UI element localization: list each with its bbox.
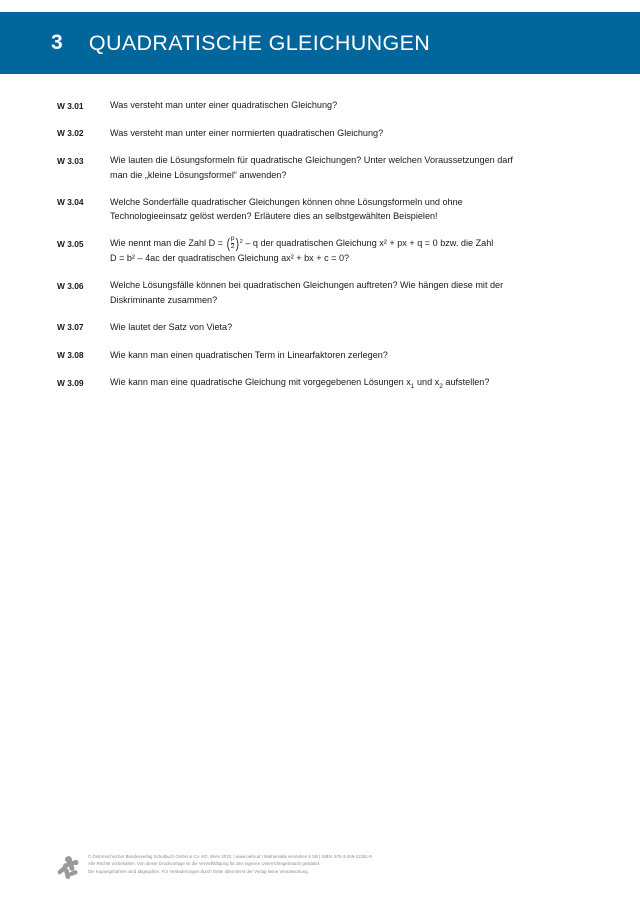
question-list (57, 98, 577, 403)
question-line: Wie lautet der Satz von Vieta? (110, 321, 233, 332)
text-after-x2: aufstellen? (442, 377, 490, 388)
question-line: Diskriminante zusammen? (110, 294, 218, 305)
chapter-title: QUADRATISCHE GLEICHUNGEN (88, 30, 431, 55)
chapter-number: 3 (51, 31, 63, 54)
question-item (57, 98, 577, 113)
fraction-p-over-2: ( $\frac{p}{2}$ ) 2 (226, 234, 243, 252)
fraction-numerator: p (230, 234, 235, 242)
question-item (57, 236, 577, 265)
question-line: Welche Lösungsfälle können bei quadratischen Gleichungen auftreten? Wie hängen diese mit der (110, 280, 504, 291)
text-between-subscripts: und x (414, 377, 440, 388)
question-line (110, 236, 577, 251)
question-text (110, 375, 577, 389)
question-code: W 3.01 (57, 100, 84, 111)
question-line (110, 375, 577, 389)
paren-left: ( (226, 235, 230, 252)
fraction (230, 236, 235, 251)
question-line: Welche Sonderfälle quadratischer Gleichungen können ohne Lösungsformeln und ohne (110, 196, 463, 207)
question-code: W 3.02 (57, 128, 84, 139)
question-item (57, 348, 577, 363)
question-text (110, 126, 577, 140)
question-line: Technologieeinsatz gelöst werden? Erläutere dies an selbstgewählten Beispielen! (110, 211, 438, 222)
question-code: W 3.06 (57, 280, 84, 291)
question-code: W 3.09 (57, 377, 84, 388)
question-line: Was versteht man unter einer quadratischen Gleichung? (110, 100, 338, 110)
question-text (110, 153, 577, 181)
footer-line: © Österreichischer Bundesverlag Schulbuch GmbH & Co. KG, Wien 2023. | www.oebv.at | Mathematik verstehen 5 SB | ISBN: 978-3-209-12361-9 (88, 854, 372, 859)
question-text (110, 195, 577, 223)
question-line: Was versteht man unter einer normierten quadratischen Gleichung? (110, 127, 384, 138)
question-item (57, 278, 577, 306)
footer-line: Die Kopiergebühren sind abgegolten. Für Veränderungen durch Dritte übernimmt der Verlag keine Verantwortung. (88, 868, 309, 874)
question-code: W 3.08 (57, 350, 84, 361)
paren-right: ) (235, 235, 239, 252)
question-item (57, 320, 577, 335)
question-line: Wie lauten die Lösungsformeln für quadratische Gleichungen? Unter welchen Voraussetzungen darf (110, 155, 513, 166)
question-text (110, 236, 577, 265)
question-item (57, 375, 577, 390)
question-item (57, 126, 577, 141)
question-text (110, 320, 577, 334)
question-item (57, 195, 577, 223)
question-item (57, 153, 577, 181)
question-line: D = b² – 4ac der quadratischen Gleichung ax² + bx + c = 0? (110, 253, 350, 264)
text-before-x1: Wie kann man eine quadratische Gleichung mit vorgegebenen Lösungen x (110, 377, 411, 388)
question-text (110, 348, 577, 362)
subscript-two: 2 (439, 383, 443, 391)
question-code: W 3.07 (57, 322, 84, 333)
footer-copyright-text (88, 853, 592, 875)
question-code: W 3.05 (57, 238, 84, 249)
question-text (110, 278, 577, 306)
subscript-one: 1 (410, 383, 415, 391)
question-line: Wie kann man einen quadratischen Term in Linearfaktoren zerlegen? (110, 349, 388, 360)
publisher-logo-icon (52, 850, 86, 884)
footer (52, 848, 592, 884)
question-code: W 3.04 (57, 197, 84, 208)
question-code: W 3.03 (57, 155, 84, 166)
formula-prefix: Wie nennt man die Zahl D = (110, 238, 226, 249)
fraction-denominator: 2 (230, 242, 235, 250)
question-line: man die „kleine Lösungsformel“ anwenden? (110, 169, 287, 180)
formula-suffix: – q der quadratischen Gleichung x² + px + q = 0 bzw. die Zahl (242, 238, 494, 249)
question-text (110, 98, 577, 112)
footer-line: Alle Rechte vorbehalten. Von dieser Druckvorlage ist die Vervielfältigung für den eigenen Unterrichtsgebrauch gestattet. (88, 861, 321, 867)
chapter-header-band (0, 12, 640, 74)
